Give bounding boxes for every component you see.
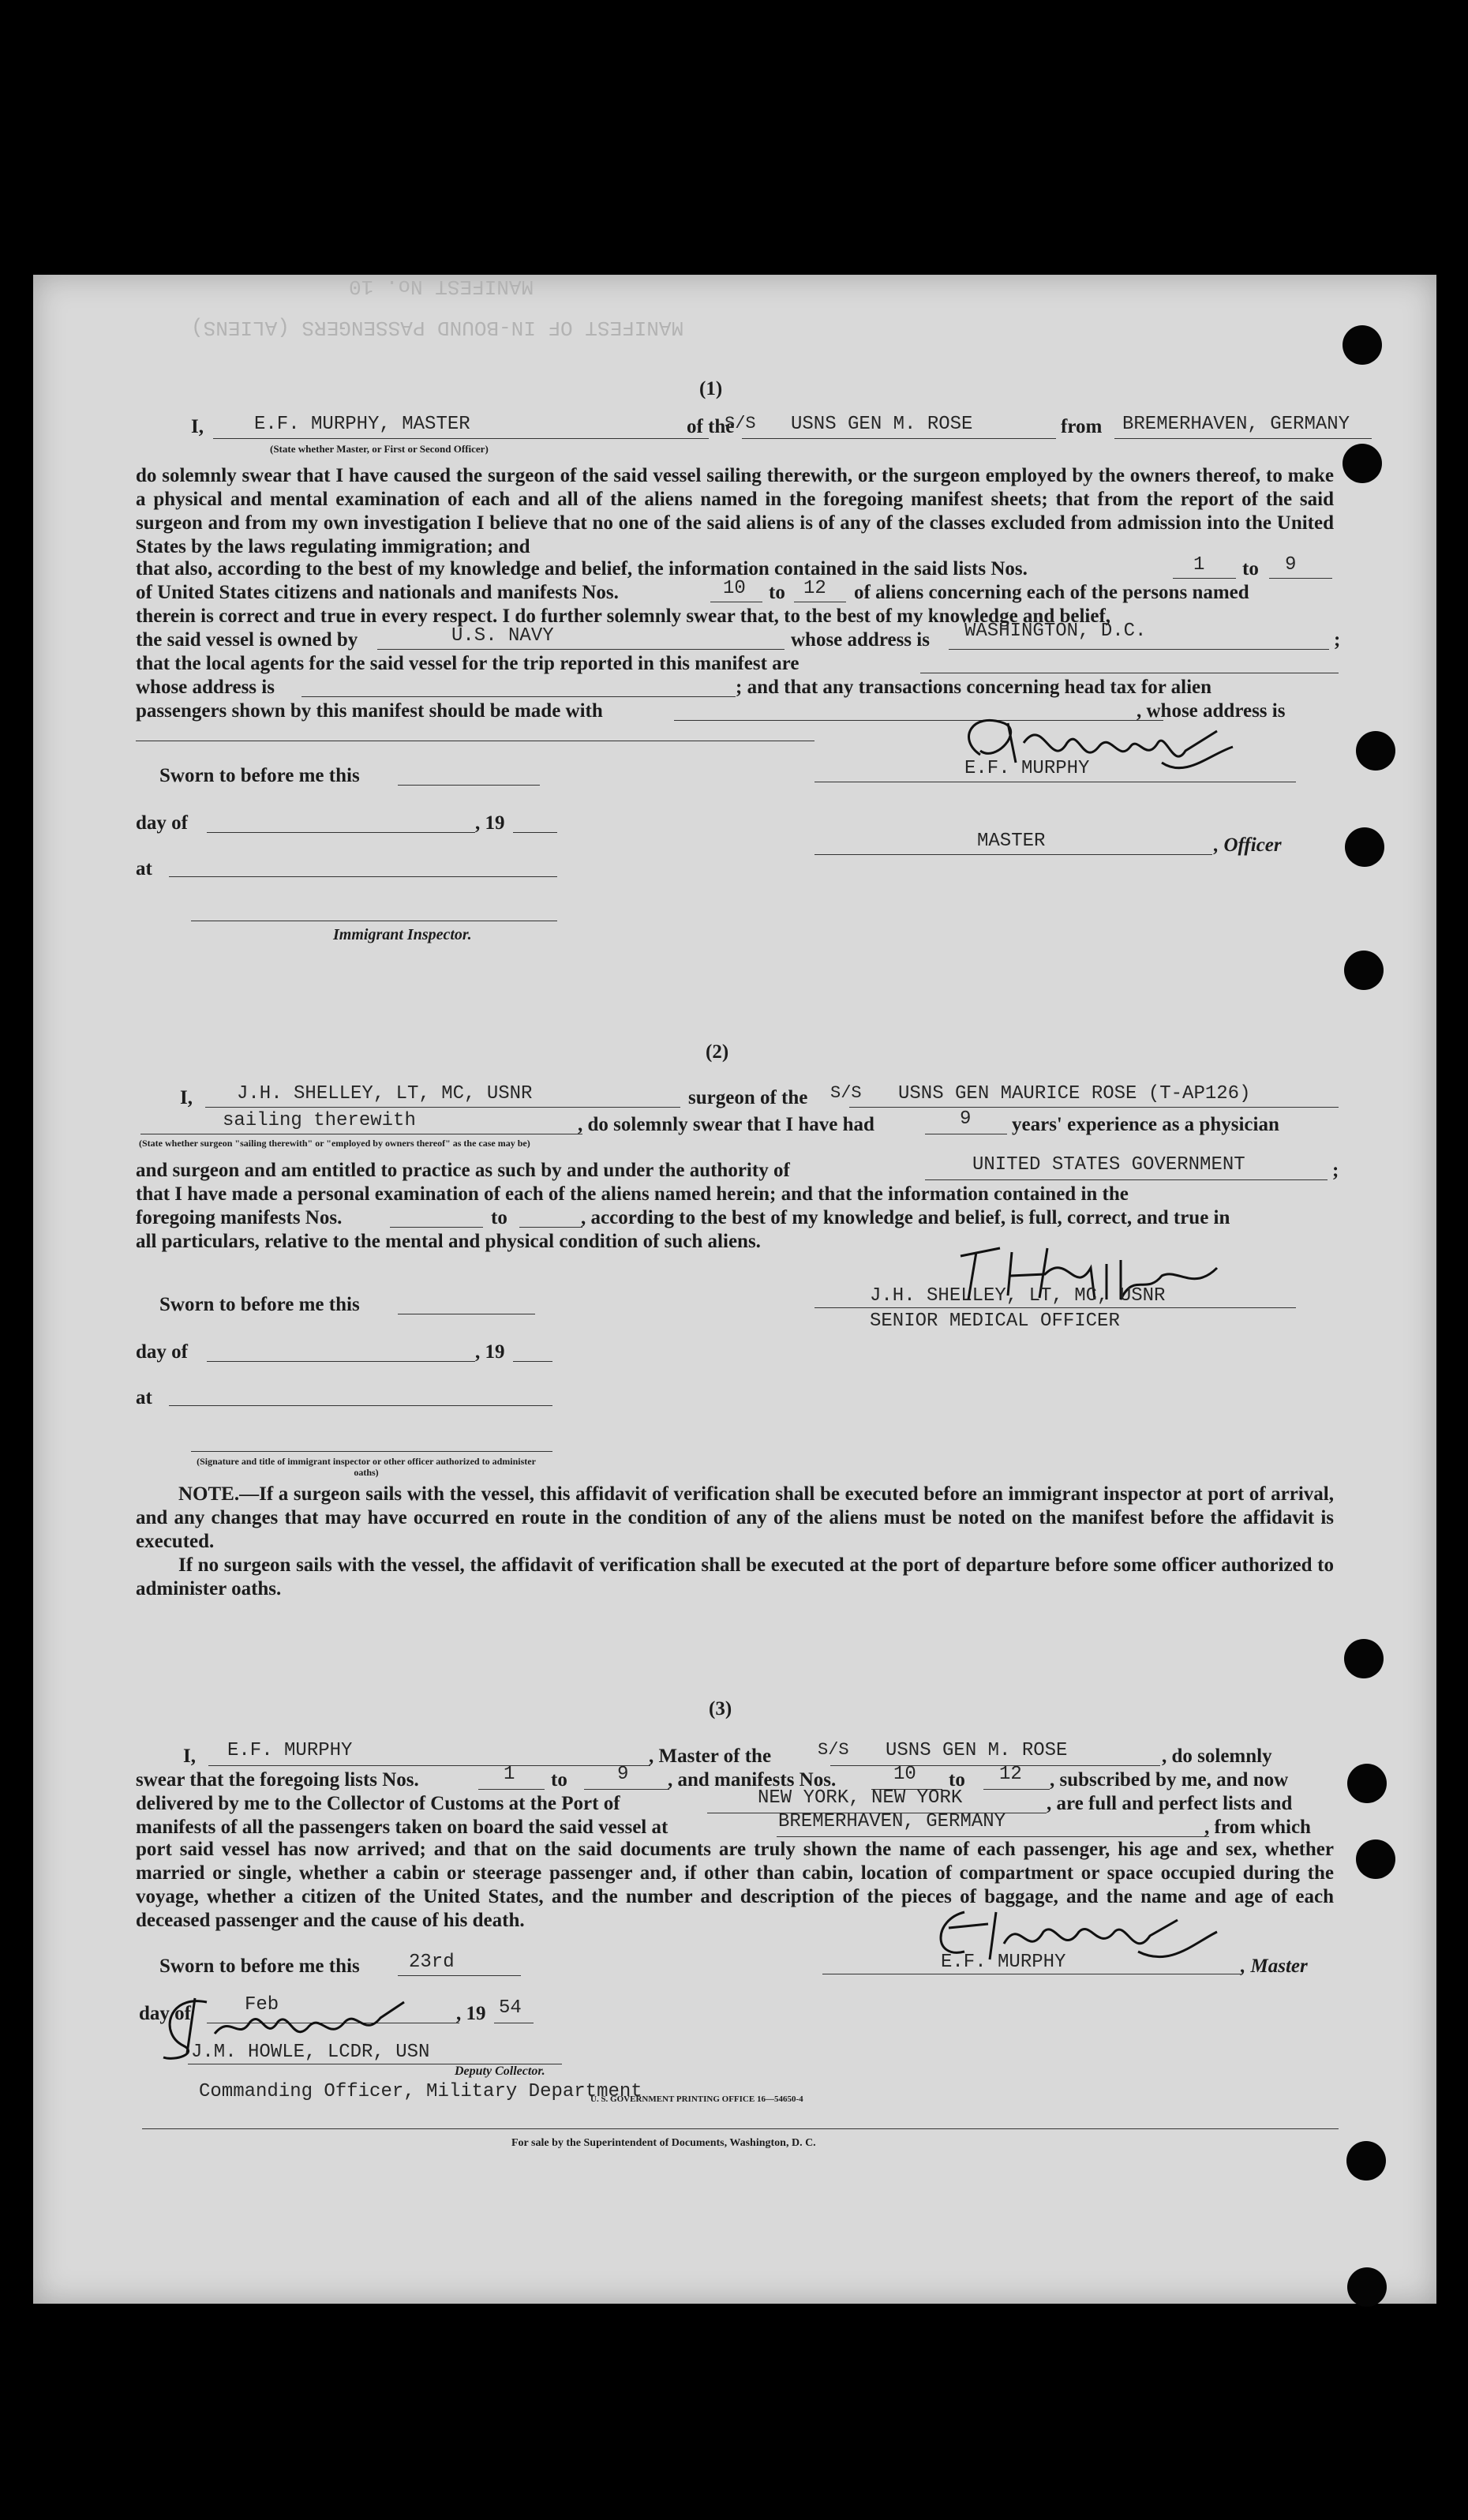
s1-semicolon: ;: [1334, 629, 1341, 651]
s3-lists-from: 1: [504, 1764, 515, 1785]
s2-surgeon-name: J.H. SHELLEY, LT, MC, USNR: [237, 1083, 533, 1104]
s2-year-label: , 19: [475, 1341, 505, 1363]
s3-lists-to: 9: [617, 1764, 629, 1785]
punch-hole: [1343, 325, 1382, 365]
document-page: [33, 275, 1436, 2304]
s3-manifests-text: manifests of all the passengers taken on board the said vessel at: [136, 1817, 668, 1838]
s1-of-the-label: of the: [687, 416, 735, 437]
s3-manifests-from: 10: [893, 1764, 916, 1785]
s2-swear-text: , do solemnly swear that I have had: [578, 1114, 874, 1135]
s1-master-title: MASTER: [977, 831, 1046, 852]
s3-year-prefix: , 19: [456, 2003, 486, 2024]
s1-name-caption: (State whether Master, or First or Second Officer): [270, 443, 489, 455]
s3-master-of-label: , Master of the: [649, 1746, 772, 1767]
punch-hole: [1344, 1639, 1384, 1678]
s1-lists-from: 1: [1193, 554, 1205, 576]
s1-year-label: , 19: [475, 812, 505, 834]
s3-to-label: to: [551, 1769, 567, 1791]
s1-departure-port: BREMERHAVEN, GERMANY: [1122, 414, 1350, 435]
s1-i-label: I,: [191, 416, 204, 437]
s3-sworn-label: Sworn to before me this: [159, 1956, 360, 1977]
s2-authority-text: and surgeon and am entitled to practice as such by and under the authority of: [136, 1160, 790, 1181]
punch-hole: [1347, 2267, 1387, 2307]
s3-do-solemnly: , do solemnly: [1162, 1746, 1272, 1767]
s3-day-of-label: day of: [139, 2003, 191, 2024]
footer-imprint: For sale by the Superintendent of Documents, Washington, D. C.: [511, 2137, 816, 2149]
s2-semicolon: ;: [1332, 1160, 1339, 1181]
s3-month: Feb: [245, 1994, 279, 2016]
s1-master-signer: E.F. MURPHY: [964, 758, 1090, 779]
s2-particulars-text: all particulars, relative to the mental and physical condition of such aliens.: [136, 1231, 761, 1252]
s2-at-label: at: [136, 1387, 152, 1408]
s1-to-label: to: [1242, 558, 1259, 579]
s2-foregoing-label: foregoing manifests Nos.: [136, 1207, 343, 1228]
s1-at-label: at: [136, 858, 152, 879]
s1-owned-text: the said vessel is owned by: [136, 629, 358, 651]
s1-lists-text: that also, according to the best of my knowledge and belief, the information contained in the said lists Nos.: [136, 558, 1028, 579]
s3-i-label: I,: [183, 1746, 196, 1767]
punch-hole: [1346, 2141, 1386, 2181]
punch-hole: [1344, 951, 1384, 990]
s3-master-label: , Master: [1241, 1956, 1308, 1977]
s3-sworn-day: 23rd: [409, 1952, 455, 1973]
s1-manifests-to: 12: [803, 578, 826, 599]
s3-gpo-imprint: U. S. GOVERNMENT PRINTING OFFICE 16—54650-4: [590, 2094, 803, 2104]
s1-therein-text: therein is correct and true in every respect. I do further solemnly swear that, to the best of my knowledge and belief,: [136, 606, 1111, 627]
s3-master-signer: E.F. MURPHY: [941, 1952, 1066, 1973]
s2-authority: UNITED STATES GOVERNMENT: [972, 1154, 1245, 1176]
s1-manifests-text: of United States citizens and nationals and manifests Nos.: [136, 582, 619, 603]
s1-to-label-2: to: [769, 582, 785, 603]
s3-vessel-prefix: S/S: [818, 1740, 849, 1760]
s3-lists-text: swear that the foregoing lists Nos.: [136, 1769, 419, 1791]
s3-origin-port: BREMERHAVEN, GERMANY: [778, 1811, 1006, 1832]
s1-head-tax-text: ; and that any transactions concerning head tax for alien: [736, 677, 1212, 698]
s2-note-paragraph: NOTE.—If a surgeon sails with the vessel, this affidavit of verification shall be executed before an immigrant inspector at port of arrival, and any changes that may have occurred en route in the condition of any of the aliens must be noted on the manifest before the affidavit is executed.: [136, 1483, 1334, 1552]
s1-owner: U.S. NAVY: [451, 625, 554, 647]
s2-experience-text: years' experience as a physician: [1012, 1114, 1279, 1135]
s1-vessel-name: USNS GEN M. ROSE: [791, 414, 973, 435]
s3-to-label-2: to: [949, 1769, 965, 1791]
s3-deputy-collector: Deputy Collector.: [455, 2064, 545, 2078]
punch-hole: [1347, 1764, 1387, 1803]
s2-surgeon-of-label: surgeon of the: [688, 1087, 808, 1108]
punch-hole: [1343, 444, 1382, 483]
s3-subscribed-text: , subscribed by me, and now: [1050, 1769, 1289, 1791]
section-2-number: (2): [706, 1041, 729, 1063]
s3-year: 54: [499, 1997, 522, 2019]
section-1-number: (1): [699, 378, 723, 399]
s2-vessel-name: USNS GEN MAURICE ROSE (T-AP126): [898, 1083, 1251, 1104]
s2-vessel-prefix: S/S: [830, 1083, 862, 1103]
s2-day-of-label: day of: [136, 1341, 188, 1363]
s3-full-text: , are full and perfect lists and: [1047, 1793, 1293, 1814]
s2-sworn-label: Sworn to before me this: [159, 1294, 360, 1315]
s1-passengers-text: passengers shown by this manifest should be made with: [136, 700, 603, 722]
s2-to-label: to: [491, 1207, 507, 1228]
s1-whose-address-label: whose address is: [791, 629, 930, 651]
s2-sailing-caption: (State whether surgeon "sailing therewith" or "employed by owners thereof" as the case may be): [139, 1138, 530, 1149]
punch-hole: [1356, 731, 1395, 771]
s1-agents-text: that the local agents for the said vessel for the trip reported in this manifest are: [136, 653, 800, 674]
s3-delivered-text: delivered by me to the Collector of Customs at the Port of: [136, 1793, 620, 1814]
s3-vessel-name: USNS GEN M. ROSE: [886, 1740, 1068, 1761]
s3-arrival-port: NEW YORK, NEW YORK: [758, 1787, 963, 1809]
s2-i-label: I,: [180, 1087, 193, 1108]
s1-sworn-label: Sworn to before me this: [159, 765, 360, 786]
punch-hole: [1345, 827, 1384, 867]
s1-vessel-prefix: S/S: [725, 414, 756, 433]
s2-signature-caption: (Signature and title of immigrant inspector or other officer authorized to administer oaths): [197, 1456, 536, 1478]
s1-officer-label: , Officer: [1214, 834, 1282, 856]
s2-years: 9: [960, 1108, 972, 1130]
s2-belief-text: , according to the best of my knowledge and belief, is full, correct, and true in: [581, 1207, 1230, 1228]
s3-from-which: , from which: [1204, 1817, 1311, 1838]
s3-oath-paragraph: port said vessel has now arrived; and that on the said documents are truly shown the name of each passenger, his age and sex, whether married or single, whether a cabin or steerage passenger and, if other than cabin, location of compartment or space occupied during the voyage, whether a citizen of the United States, and the number and description of the pieces of baggage, and the name and age of each deceased passenger and the cause of his death.: [136, 1839, 1334, 1931]
s1-lists-to: 9: [1285, 554, 1297, 576]
section-3-number: (3): [709, 1698, 732, 1719]
s1-manifests-from: 10: [723, 578, 746, 599]
s3-master-name: E.F. MURPHY: [227, 1740, 353, 1761]
s2-sailing-status: sailing therewith: [223, 1110, 416, 1131]
s1-agents-address-label: whose address is: [136, 677, 275, 698]
s2-examination-text: that I have made a personal examination of each of the aliens named herein; and that the information contained in the: [136, 1183, 1129, 1205]
s3-manifests-to: 12: [999, 1764, 1022, 1785]
s2-surgeon-title: SENIOR MEDICAL OFFICER: [870, 1311, 1120, 1332]
s3-officer-name: J.M. HOWLE, LCDR, USN: [191, 2042, 430, 2063]
s3-and-manifests: , and manifests Nos.: [668, 1769, 837, 1791]
s1-day-of-label: day of: [136, 812, 188, 834]
punch-hole: [1356, 1839, 1395, 1879]
s1-inspector-caption: Immigrant Inspector.: [333, 926, 472, 943]
s2-surgeon-signer: J.H. SHELLEY, LT, MC, USNR: [870, 1285, 1166, 1307]
s1-oath-paragraph: do solemnly swear that I have caused the surgeon of the said vessel sailing therewith, or the surgeon employed by the owners thereof, to make a physical and mental examination of each and all of the aliens named in the foregoing manifest sheets; that from the report of the said surgeon and from my own investigation I believe that no one of the said aliens is of any of the classes excluded from admission into the United States by the laws regulating immigration; and: [136, 465, 1334, 557]
s1-whose-address-label-2: , whose address is: [1137, 700, 1286, 722]
s1-owner-address: WASHINGTON, D.C.: [964, 621, 1147, 642]
s1-master-name: E.F. MURPHY, MASTER: [254, 414, 470, 435]
s2-note-paragraph-2: If no surgeon sails with the vessel, the affidavit of verification shall be executed at the port of departure before some officer authorized to administer oaths.: [136, 1554, 1334, 1599]
s1-aliens-text: of aliens concerning each of the persons named: [854, 582, 1249, 603]
s3-commanding-officer: Commanding Officer, Military Department: [199, 2081, 642, 2102]
bleed-through-text: MANIFEST OF IN-BOUND PASSENGERS (ALIENS): [191, 316, 684, 339]
s1-from-label: from: [1061, 416, 1103, 437]
bleed-through-text: MANIFEST No. 10: [349, 275, 534, 298]
